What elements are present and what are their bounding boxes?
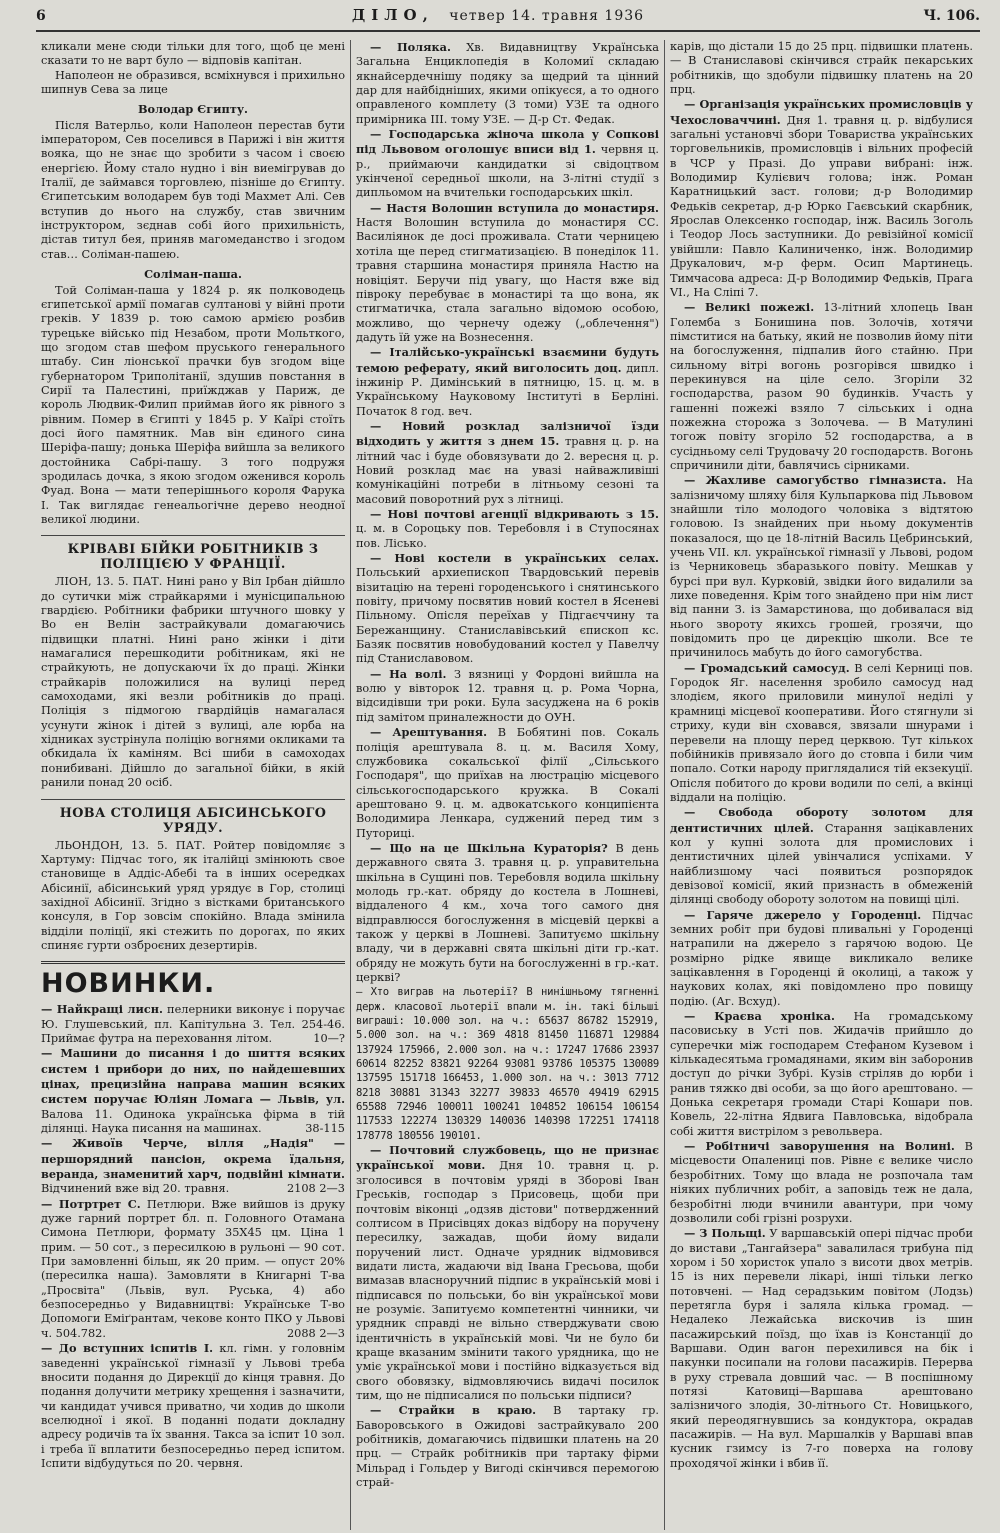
news-item: — Італійсько-українські взаємини будуть темою реферату, який виголосить доц. дипл. інжинір Р. Димінський в пятницю, 15. ц. м. в Українському Науковому Інституті в Берліні. Початок 8 год. веч. xyxy=(356,345,659,418)
news-item: — Нові костели в українських селах. Польський архиепископ Твардовський перевів візитацію на терені городенського і снятинського повіту, причому посвятив новий костел в Ясеневі Пільному. Опісля переїхав у Підгаєччину та Бережанщину. Станиславівський єпископ кс. Базяк посвятив новобудований костел у Павелчу під Станиславовом. xyxy=(356,551,659,666)
news-item: — Що на це Шкільна Кураторія? В день державного свята 3. травня ц. р. управительна шкільна в Сущині пов. Теребовля водила шкільну молодь гр.-кат. обряду до костела в Лошневі, віддаленого 4 км., хоча того самого дня відправлюсся богослуження в місцевій церкві а також у церкві в Лошневі. Запитуємо шкільну владу, чи в державні свята шкільні діти гр.-кат. обряду не можуть бути на богослуженні в гр.-кат. церкві? xyxy=(356,840,659,984)
news-item: карів, що дістали 15 до 25 прц. підвишки платень. — В Станиславові скінчився страйк пекарських робітників, що здобули підвишку платень на 20 прц. xyxy=(670,40,973,97)
issue-number: Ч. 106. xyxy=(923,8,980,24)
news-item: — Громадський самосуд. В селі Керниці пов. Городок Яг. населення зробило самосуд над злодієм, якого приловили минулої неділі у крамниці місцевої кооперативи. Його стягнули зі стриху, куди він сховався, звязали шнурами і перевели на площу перед церквою. Тут кількох побійників привязало його до стовпа і били чим попало. Сотки народу приглядалися тій екзекуції. Опісля побитого до крови водили по селі, а вкінці віддали на поліцію. xyxy=(670,660,973,804)
paragraph: кликали мене сюди тільки для того, щоб це мені сказати то не варт було — відповів капітан. xyxy=(41,40,345,68)
news-item: — Робітничі заворушення на Волині. В місцевости Опалениці пов. Рівне є велике число безробітних. Тому що влада не розпочала там ніяких публичних робіт, а заповідь теж не дала, безробітні люди вчинили авантури, при чому дозволили собі грізні розрухи. xyxy=(670,1139,973,1225)
news-item: — Свобода обороту золотом для дентистичних цілей. Старання зацікавлених кол у купні золота для промислових і дентистичних цілей увінчалися успіхами. У найблизшому часі появиться розпорядок девізової комісії, який признасть в обмеженій ділянці свободу обороту золотом на повищі цілі. xyxy=(670,805,973,907)
columns xyxy=(36,40,980,1530)
news-item: — Новий розклад залізничої їзди відходить у життя з днем 15. травня ц. р. на літний час і буде обовязувати до 2. вересня ц. р. Новий розклад має на увазі найважливіші комунікаційні потреби в літньому сезоні та масовий поворотний рух з літниці. xyxy=(356,418,659,506)
issue-date: четвер 14. травня 1936 xyxy=(449,8,645,24)
column-2 xyxy=(350,40,664,1530)
column-1 xyxy=(36,40,350,1530)
article-text: ЛІОН, 13. 5. ПАТ. Нині рано у Віл Ірбан дійшло до сутички між страйкарями і мунісципальною гвардією. Робітники фабрики штучного шовку у Во ен Велін застрайкували домагаючись підвищки платні. Нині рано жінки і діти намагалися перешкодити робітникам, які не страйкують, не допускаючи їх до праці. Жінки страйкарів положилися на вулиці перед самоходами, які везли робітників до праці. Поліція з підмогою гвардійців намагалася усунути жінок і дітей з вулиці, але юрба на хідниках зустрінула поліцію вогнями окликами та обкидала їх каміням. Всі шиби в самоходах понибивані. Дійшло до загальної бійки, в якій ранили понад 20 осіб. xyxy=(41,575,345,790)
news-item: — Настя Волошин вступила до монастиря. Настя Волошин вступила до монастиря СС. Василіянок де досі проживала. Стати черницею хотіла ще перед стигматизацією. В понеділок 11. травня старшина монастиря приняла Настю на новіціят. Беручи під увагу, що Настя вже від півроку перебуває в монастирі та що вона, як стигматичка, стала загально відомою особою, можливо, що чернечу одежу („облечення") дадуть їй уже на Вознесення. xyxy=(356,200,659,344)
page-number: 6 xyxy=(36,8,46,24)
news-item: — Краєва хроніка. На громадському пасовиську в Усті пов. Жидачів прийшло до суперечки між господарем Стефаном Кузевом і кількадесятьма громадянами, яким він заборонив доступ до річки Зубрі. Кузів стріляв до юрби і ранив тяжко дві особи, за що його арештовано. — Донька секретаря громади Старі Кошари пов. Ковель, 22-літна Ядвига Павловська, відобрала собі життя вистрілом з револьвера. xyxy=(670,1009,973,1138)
news-item: — Почтовий службовець, що не признає української мови. Дня 10. травня ц. р. зголосився в почтовім уряді в Зборові Іван Греськів, господар з Присовець, щоби при почтовім віконці „одзяв дістови" потвердженний солтисом в Присівцях доказ відбору на поручену пересилку, зажадав, щоби йому видали поручений лист. Одначе урядник відмовився видати листа, жадаючи від Івана Гресьова, щоби вимазав власноручний підпис в українській мові і підписався по польськи, бо він української мови не розуміє. Запитуємо компетентні чинники, чи урядник справді не вільно стверджувати свою ідентичність в українській мові. Чи не було би краще вказаним змінити такого урядника, що не уміє української мови і постійно відказується від свого обовязку, відмовляючись видачі посилок тим, що не підписалися по польськи підписи? xyxy=(356,1143,659,1402)
masthead: ДІЛО, xyxy=(351,6,434,24)
news-item: — З Польщі. У варшавській опері підчас проби до вистави „Тангайзера" завалилася трибуна під хором і 50 хористок упало з висоти двох метрів. 15 із них перевели лікарі, інші тільки легко потовчені. — Над серадзьким повітом (Лодзь) перетягла буря і заляла кілька громад. — Недалеко Лежайська вискочив із шин пасажирський поїзд, що їхав із Констанції до Варшави. Один вагон перехилився на бік і пакунки посипали на голови пасажирів. Перерва в руху стревала довший час. — В поспішному потязі Катовиці—Варшава арештовано залізничого злодія, 30-літнього Ст. Новицького, який переодягнувшись за кондуктора, окрадав пасажирів. — На вул. Маршалків у Варшаві впав кусник гзимсу із 7-го поверха на голову проходячої жінки і вбив її. xyxy=(670,1226,974,1470)
article-headline: КРІВАВІ БІЙКИ РОБІТНИКІВ З ПОЛІЦІЄЮ У ФРАНЦІЇ. xyxy=(67,542,319,573)
ad-item: — Живоїв Черче, вілля „Надія" — першорядний пансіон, окрема їдальня, веранда, знаменитий харч, подвійні кімнати. Відчинений вже від 20. травня. 2108 2—3 xyxy=(41,1136,345,1196)
article-text: ЛЬОНДОН, 13. 5. ПАТ. Ройтер повідомляє з Хартуму: Підчас того, як італійці змінюють свое становище в Аддіс-Абебі та в інших осередках Абісинії, абісинський уряд урядує в Гор, столиці західної Абісинії. Згідно з вістками британського консуля, в Гор зовсім спокійно. Влада змінила відділи поліції, які стежить по дорогах, по яких спиняє гурти озброєних дезертирів. xyxy=(41,838,345,952)
news-item: — Великі пожежі. 13-літний хлопець Іван Големба з Бонишина пов. Золочів, хотячи пімститися на батьку, який не позволив йому піти на богослуження, підпалив його стайню. При сильному вітрі вогонь розгорівся швидко і перекинувся на ціле село. Згоріли 32 господарства, разом 90 будинків. Участь у гашенні пожежі взяло 7 сільських і одна пожежна сторожа з Золочева. — В Матулині тогож повіту згоріло 52 господарства, а в сусідньому селі Трудовачу 20 господарств. Вогонь спричинили діти, бавлячись сірниками. xyxy=(670,300,973,472)
news-item: — На волі. З вязниці у Фордоні вийшла на волю у вівторок 12. травня ц. р. Рома Чорна, відсидівши три роки. Була засуджена на 6 років під замітом приналежности до ОУН. xyxy=(356,666,659,724)
news-item: — Гаряче джерело у Городенці. Підчас земних робіт при будові пливальні у Городенці натрапили на джерело з гарячою водою. Це розмірно рідке явище викликало велике зацікавлення в Городенці й околиці, а також у наукових колах, які повідомлено про повищу подію. (Аг. Всхуд). xyxy=(670,907,973,1008)
paragraph: Той Соліман-паша у 1824 р. як полководець єгипетської армії помагав султанові у війні проти греків. У 1839 р. тою самою армією розбив турецьке військо під Незабом, проти Мольткого, що згодом став шефом пруського генерального штабу. Син ліонської прачки був згодом віце губернатором Триполітанії, здушив повстання в Сирії та Палестині, приїжджав у Париж, де король Людвик-Филип приймав його як рівного з рівним. Помер в Єгипті у 1845 р. У Каїрі стоїть досі його памятник. Мав він єдиного сина Шеріфа-пашу; донька Шеріфа вийшла за великого достойника Сабрі-пашу. З того подружя зродилась дочка, з якою згодом оженився король Фуад. Вона — мати теперішнього короля Фарука І. Так виглядає генеальогічне дерево неодної великої людини. xyxy=(41,283,345,526)
column-3 xyxy=(664,40,978,1530)
news-item: — Страйки в краю. В тартаку гр. Баворовського в Ожидові застрайкувало 200 робітників, домагаючись підвишки платень на 20 прц. — Страйк робітників при тартаку фірми Мільрад і Гольдер у Вигоді скінчився перемогою страй- xyxy=(356,1403,659,1490)
news-item: — Арештування. В Бобятині пов. Сокаль поліція арештувала 8. ц. м. Василя Хому, службовика сокальської філії „Сільського Господаря", що приїхав на люстрацію місцевого сільськогосподарського кружка. В Сокалі арештовано 9. ц. м. адвокатського конципієнта Володимира Ленкара, суджений перед тим з Путориці. xyxy=(356,725,660,840)
paragraph: Наполеон не образився, всміхнувся і прихильно шипнув Сева за лице xyxy=(41,68,345,97)
article-headline: НОВА СТОЛИЦЯ АБІСИНСЬКОГО УРЯДУ. xyxy=(59,805,327,836)
ad-item: — Найкращі лисн. пелерники виконує і поручає Ю. Глушевський, пл. Капітульна 3. Тел. 254-46. Приймає футра на переховання літом. 10—? xyxy=(41,1002,345,1045)
news-item: — Поляка. Хв. Видавництву Українська Загальна Енциклопедія в Коломиї складаю якнайсердечнішу подяку за щедрий та цінний дар для найбідніших, якими опікуєся, а то одного оправленого комплету (3 томи) УЗЕ та одного примірника III. тому УЗЕ. — Д-р Ст. Федак. xyxy=(356,40,659,126)
divider xyxy=(41,961,345,964)
ad-item: — Потртрет С. Петлюри. Вже вийшов із друку дуже гарний портрет бл. п. Головного Отамана Симона Петлюри, формату 35Х45 цм. Ціна 1 прим. — 50 сот., з пересилкою в рульоні — 90 сот. При замовленні більш, як 20 прим. — опуст 20% (пересилка наша). Замовляти в Книгарні Т-ва „Просвіта" (Львів, вул. Руська, 4) або безпосередньо у Видавництві: Українське Т-во Допомоги Еміґрантам, чекове конто ПКО у Львові ч. 504.782. 2088 2—3 xyxy=(41,1196,345,1340)
subheading: Соліман-паша. xyxy=(144,267,242,282)
lottery-results: — Хто виграв на льотерії? В нинішньому тягненні держ. класової льотерії впали м. ін. такі більші виграші: 10.000 зол. на ч.: 65637 86782 152919, 5.000 зол. на ч.: 369 4818 81450 116871 129884 137924 175966, 2.000 зол. на ч.: 17247 17686 23937 60614 82252 83821 92264 93081 93786 105375 130089 137595 151718 166453, 1.000 зол. на ч.: 3013 7712 8218 30881 31343 32277 39833 46570 49419 62915 65588 72946 100011 100241 104852 106154 106154 117533 122274 130329 140036 140398 172251 174118 178778 180556 190101. xyxy=(356,986,659,1142)
news-item: — Нові почтові агенції відкривають з 15. ц. м. в Сороцьку пов. Теребовля і в Ступосянах пов. Лісько. xyxy=(356,507,659,550)
news-item: — Господарська жіноча школа у Сопкові під Львовом оголошує вписи від 1. червня ц. р., приймаючи кандидатки зі свідоцтвом укінченої середньої школи, на 3-літні студії з дипльомом на вчительки господарських шкіл. xyxy=(356,127,659,200)
subheading: Володар Єгипту. xyxy=(138,102,248,117)
section-title: НОВИНКИ. xyxy=(41,968,216,1000)
ad-item: — До вступних іспитів І. кл. гімн. у головнім заведенні української гімназії у Львові треба вносити подання до Дирекції до кінця травня. До подання долучити метрику хрещення і зазначити, чи кандидат учився приватно, чи ходив до школи вселюдної і якої. В поданні подати докладну адресу родичів та їх звання. Такса за іспит 10 зол. і треба її вплатити безпосередньо перед іспитом. Іспити відбудуться по 20. червня. xyxy=(41,1341,345,1470)
paragraph: Після Ватерльо, коли Наполеон перестав бути імператором, Сев поселився в Парижі і він життя вояка, що не знає що зробити з часом і своєю енергією. Йому стало нудно і він виемігрував до Італії, де займався торговлею, пізніше до Єгипту. Єгипетським володарем був тоді Махмет Алі. Сев вступив до нього на службу, став звичним інструктором, зєднав собі його прихильність, дістав титул бея, приняв магомеданство і згодом став… Соліман-пашею. xyxy=(41,118,345,261)
divider xyxy=(41,535,345,536)
news-item: — Організація українських промисловців у Чехословаччині. Дня 1. травня ц. р. відбулися загальні установчі збори Товариства українських торговельників, промисловців і вільних професій в ЧСР у Празі. До управи вибрані: інж. Володимир Кулієвич голова; інж. Роман Каратницький заст. голови; д-р Володимир Федьків секретар, д-р Юрко Гаєвський скарбник, Ярослав Олексенко господар, інж. Василь Зоголь і Теодор Лось заступники. До ревізійної комісії увійшли: Павло Калиниченко, інж. Володимир Друкалович, м-р ферм. Осип Мартинець. Тимчасова адреса: Д-р Володимир Федьків, Прага VI., На Сліпі 7. xyxy=(670,97,973,299)
news-item: — Жахливе самогубство гімназиста. На залізничому шляху біля Кульпаркова під Львовом знайшли тіло молодого чоловіка з відтятою головою. Із знайдених при ньому документів показалося, що це 18-літній Василь Цебринський, учень VII. кл. української гімназії у Львові, родом із Черниковець збаразького повіту. Мешкав у бурсі при вул. Курковій, звідки його видалили за лихе поведення. Крім того знайдено при нім лист від панни З. із Замарстинова, що добивалася від нього звороту якихсь грошей, грозячи, що повідомить про це дирекцію школи. Все те причинилось мабуть до його самогубства. xyxy=(670,473,973,660)
page-header xyxy=(36,6,980,32)
ad-item: — Машини до писання і до шиття всяких систем і прибори до них, по найдешевших цінах, прецизійна направа машин всяких систем поручає Юліян Ломага — Львів, ул. Валова 11. Одинока українська фірма в тій ділянці. Наука писання на машинах. 38-115 xyxy=(41,1046,345,1135)
divider xyxy=(41,799,345,800)
